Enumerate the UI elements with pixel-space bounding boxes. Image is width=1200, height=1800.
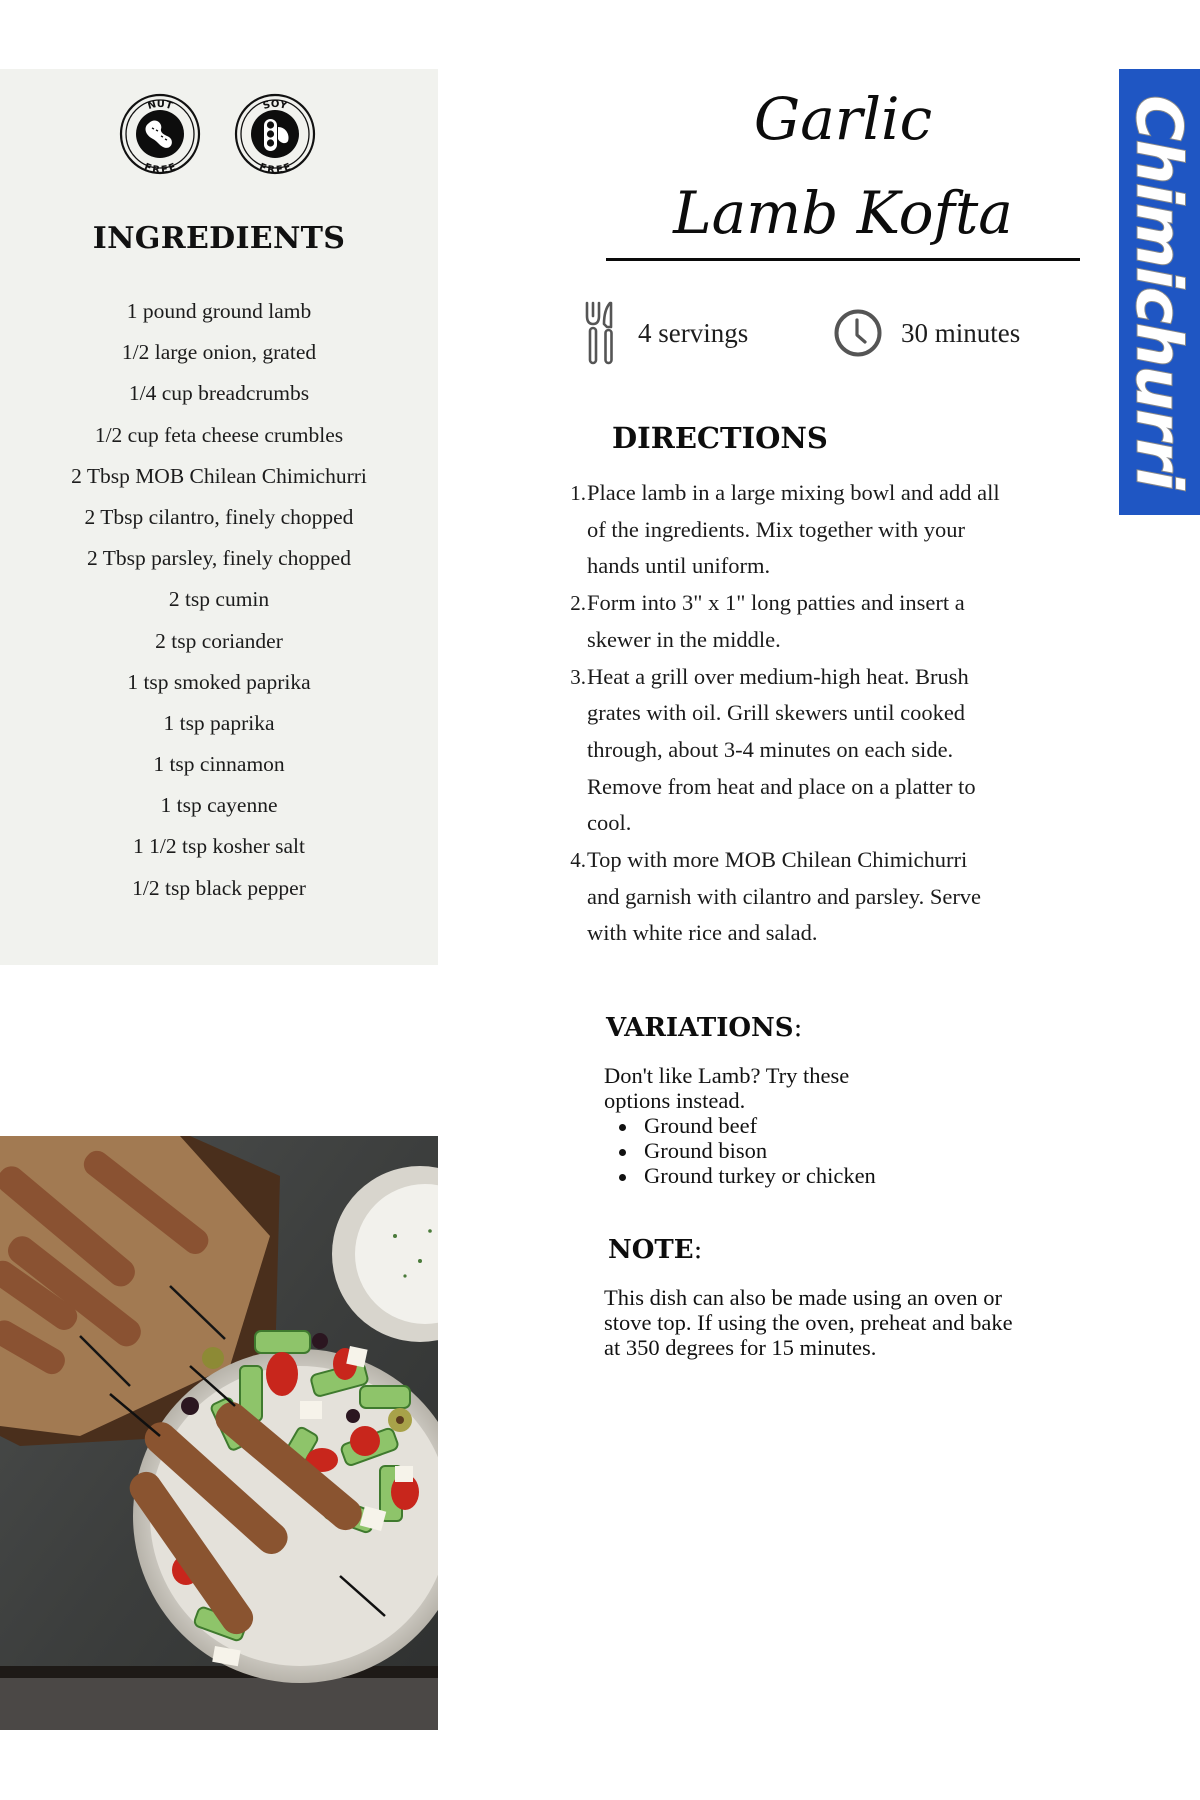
note-line: at 350 degrees for 15 minutes.	[604, 1335, 877, 1360]
ingredient-item: 2 Tbsp parsley, finely chopped	[87, 546, 351, 571]
variation-item: Ground bison	[644, 1138, 964, 1163]
ingredient-item: 2 Tbsp MOB Chilean Chimichurri	[71, 463, 367, 488]
step-line: through, about 3-4 minutes on each side.	[587, 736, 954, 762]
ingredient-item: 2 tsp coriander	[155, 628, 283, 653]
direction-step	[560, 585, 1080, 658]
note-line: stove top. If using the oven, preheat and bake	[604, 1310, 1013, 1335]
svg-text:SOY: SOY	[261, 98, 289, 112]
soy-free-badge	[234, 93, 316, 175]
step-line: skewer in the middle.	[587, 626, 781, 652]
brand-tab-label: Chimichurri	[1122, 95, 1196, 489]
variation-item: Ground beef	[644, 1113, 964, 1138]
direction-step	[560, 475, 1080, 585]
ingredient-item: 1/2 cup feta cheese crumbles	[94, 422, 344, 447]
recipe-title-line1: Garlic	[753, 85, 933, 153]
svg-text:NUT: NUT	[146, 98, 174, 113]
variations-heading	[606, 1013, 802, 1043]
step-line: with white rice and salad.	[587, 920, 818, 946]
step-number: 1.	[570, 481, 586, 505]
step-line: Heat a grill over medium-high heat. Brush	[587, 663, 969, 689]
direction-step	[560, 659, 1080, 843]
food-photo	[0, 1136, 438, 1730]
ingredient-item: 2 tsp cumin	[168, 587, 270, 612]
ingredient-item: 1 tsp cinnamon	[153, 752, 285, 777]
note-heading-text: NOTE	[608, 1235, 694, 1265]
servings-info	[584, 298, 748, 368]
heading-colon: :	[693, 1235, 703, 1265]
servings-text: 4 servings	[638, 317, 749, 348]
directions-heading: DIRECTIONS	[612, 421, 828, 455]
step-line: of the ingredients. Mix together with your	[587, 516, 966, 542]
svg-text:FREE: FREE	[142, 161, 178, 175]
step-line: Form into 3" x 1" long patties and insert a	[587, 590, 965, 616]
title-divider	[606, 258, 1080, 261]
step-line: cool.	[587, 810, 632, 836]
ingredient-item: 1/2 tsp black pepper	[132, 875, 306, 900]
ingredients-heading: INGREDIENTS	[92, 221, 346, 256]
intro-line: options instead.	[604, 1088, 746, 1113]
step-line: and garnish with cilantro and parsley. Serve	[587, 883, 982, 909]
note-body	[604, 1285, 1104, 1360]
step-number: 2.	[570, 591, 586, 616]
allergen-badges	[0, 93, 438, 175]
ingredient-item: 1 1/2 tsp kosher salt	[133, 834, 305, 859]
step-number: 3.	[570, 664, 586, 689]
variations-intro	[604, 1063, 964, 1113]
nut-free-badge	[119, 93, 201, 175]
direction-step	[560, 842, 1080, 952]
ingredient-item: 1/4 cup breadcrumbs	[128, 381, 310, 406]
step-line: hands until uniform.	[587, 553, 771, 579]
note-heading	[608, 1235, 702, 1265]
ingredient-item: 2 Tbsp cilantro, finely chopped	[84, 504, 354, 529]
time-text: 30 minutes	[901, 317, 1021, 348]
step-number: 4.	[570, 848, 586, 873]
ingredient-item: 1 tsp paprika	[163, 710, 275, 735]
kofta-plate-image	[0, 1136, 438, 1730]
heading-colon: :	[793, 1013, 803, 1043]
time-info	[833, 298, 1020, 368]
ingredients-list	[0, 291, 438, 909]
clock-icon	[833, 308, 883, 358]
note-line: This dish can also be made using an oven or	[604, 1285, 1003, 1310]
step-line: grates with oil. Grill skewers until cooked	[587, 700, 966, 726]
step-line: Top with more MOB Chilean Chimichurri	[587, 847, 968, 873]
variations-heading-text: VARIATIONS	[606, 1013, 794, 1043]
intro-line: Don't like Lamb? Try these	[604, 1063, 850, 1088]
chimichurri-brand-tab	[1119, 69, 1200, 515]
ingredient-item: 1 tsp smoked paprika	[127, 669, 311, 694]
variations-body	[604, 1063, 964, 1188]
recipe-title-line2: Lamb Kofta	[673, 179, 1013, 247]
soybean-icon	[234, 93, 316, 175]
step-line: Remove from heat and place on a platter to	[587, 773, 976, 799]
svg-text:FREE: FREE	[257, 161, 293, 175]
variations-list	[604, 1113, 964, 1188]
step-line: Place lamb in a large mixing bowl and add all	[587, 480, 1000, 505]
ingredient-item: 1/2 large onion, grated	[121, 340, 317, 365]
ingredient-item: 1 pound ground lamb	[126, 299, 312, 323]
fork-knife-icon	[584, 300, 616, 366]
ingredient-item: 1 tsp cayenne	[160, 793, 278, 818]
directions-list	[560, 475, 1080, 952]
ingredients-panel	[0, 69, 438, 965]
variation-item: Ground turkey or chicken	[644, 1163, 964, 1188]
peanut-icon	[119, 93, 201, 175]
